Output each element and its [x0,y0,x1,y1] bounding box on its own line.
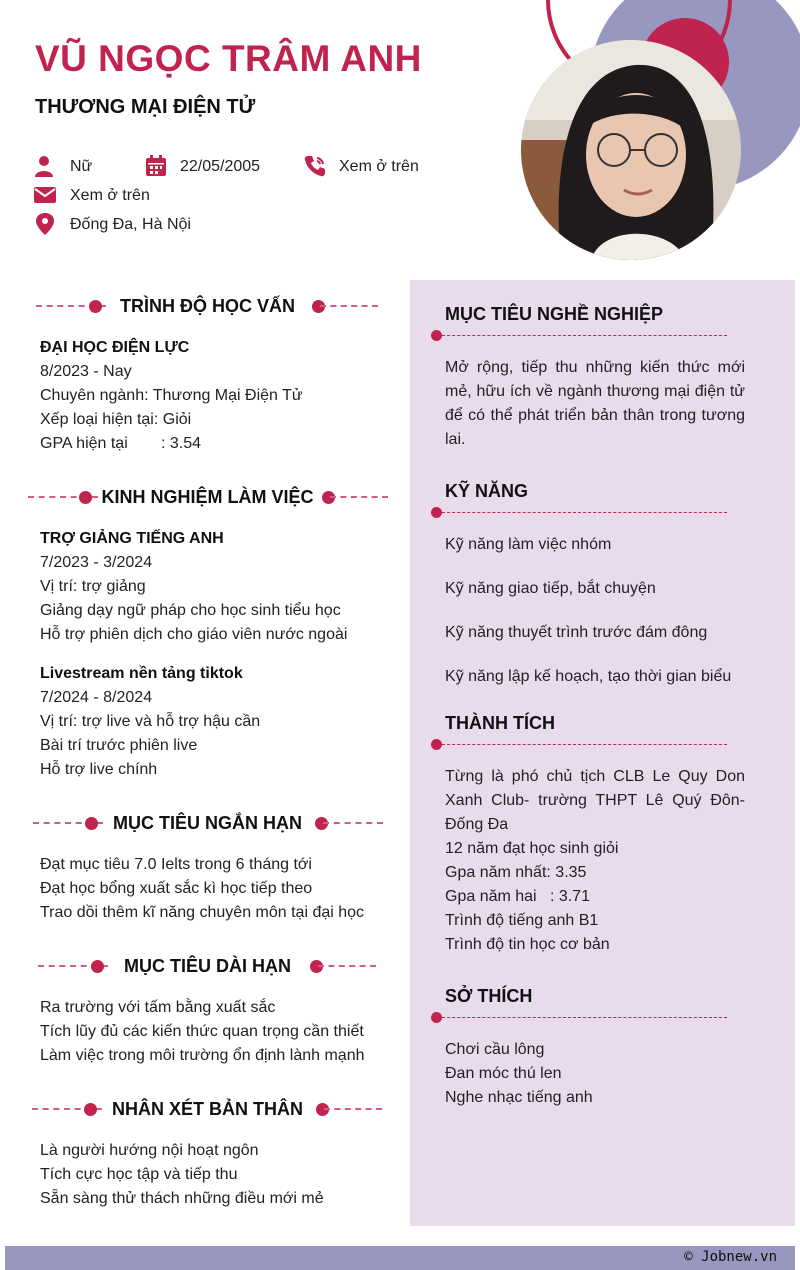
achievement-item: Từng là phó chủ tịch CLB Le Quy Don Xanh Club- trường THPT Lê Quý Đôn- Đống Đa [445,768,745,833]
divider-dot [431,507,442,518]
long-goals-title: MỤC TIÊU DÀI HẠN [124,956,291,976]
skill-item: Kỹ năng làm việc nhóm [445,536,612,553]
achievement-item: Trình độ tin học cơ bản [445,936,610,953]
education-rank: Xếp loại hiện tại: Giỏi [40,411,192,428]
job-line: Vị trí: trợ live và hỗ trợ hậu cần [40,713,261,730]
divider [432,744,727,745]
education-gpa [40,432,400,456]
divider [432,512,727,513]
gpa-value: : 3.54 [161,435,202,452]
job-line: Hỗ trợ live chính [40,761,158,778]
phone-value: Xem ở trên [339,158,419,175]
experience-title: KINH NGHIỆM LÀM VIỆC [101,487,314,507]
job-period: 7/2024 - 8/2024 [40,689,153,706]
goal-line: Đạt mục tiêu 7.0 Ielts trong 6 tháng tới [40,856,312,873]
hobbies-body [445,1038,745,1110]
experience-heading [20,485,395,509]
divider-dot [431,1012,442,1023]
goal-line: Trao dồi thêm kĩ năng chuyên môn tại đại học [40,904,365,921]
goal-line: Ra trường với tấm bằng xuất sắc [40,999,276,1016]
self-review-body [40,1139,400,1211]
hobby-item: Chơi cầu lông [445,1041,545,1058]
job-name: TRỢ GIẢNG TIẾNG ANH [40,530,224,547]
footer-bar [5,1246,795,1270]
self-review-title: NHÂN XÉT BẢN THÂN [112,1099,303,1119]
job-title: THƯƠNG MẠI ĐIỆN TỬ [35,96,256,118]
long-goals-body [40,996,400,1068]
email-value: Xem ở trên [70,187,150,204]
hobby-item: Đan móc thú len [445,1065,562,1082]
hobby-item: Nghe nhạc tiếng anh [445,1089,593,1106]
goal-line: Tích lũy đủ các kiến thức quan trọng cần thiết [40,1023,364,1040]
job-line: Hỗ trợ phiên dịch cho giáo viên nước ngoài [40,626,348,643]
job-line: Bài trí trước phiên live [40,737,198,754]
job-name: Livestream nền tảng tiktok [40,665,243,682]
divider-dot [431,330,442,341]
experience-body [40,527,400,782]
avatar [521,40,741,260]
achievement-item: Trình độ tiếng anh B1 [445,912,599,929]
job-line: Giảng dạy ngữ pháp cho học sinh tiểu học [40,602,341,619]
candidate-name: VŨ NGỌC TRÂM ANH [35,38,422,79]
achievement-item: Gpa năm hai : 3.71 [445,888,590,905]
goal-line: Làm việc trong môi trường ổn định lành mạnh [40,1047,365,1064]
skill-item: Kỹ năng thuyết trình trước đám đông [445,624,708,641]
review-line: Sẵn sàng thử thách những điều mới mẻ [40,1190,324,1207]
gpa-label: GPA hiện tại [40,435,128,452]
person-icon [33,155,55,177]
achievements-body [445,765,745,957]
achievements-title: THÀNH TÍCH [445,713,555,733]
footer-credit: © Jobnew.vn [684,1249,777,1265]
divider-dot [431,739,442,750]
job-period: 7/2023 - 3/2024 [40,554,153,571]
mail-icon [34,184,56,206]
divider [432,335,727,336]
education-major: Chuyên ngành: Thương Mại Điện Tử [40,387,303,404]
education-heading [20,294,395,318]
skill-item: Kỹ năng giao tiếp, bắt chuyện [445,580,656,597]
achievement-item: Gpa năm nhất: 3.35 [445,864,587,881]
career-goal-title: MỤC TIÊU NGHỀ NGHIỆP [445,304,664,324]
review-line: Là người hướng nội hoạt ngôn [40,1142,259,1159]
short-goals-title: MỤC TIÊU NGẮN HẠN [113,813,302,833]
achievement-item: 12 năm đạt học sinh giỏi [445,840,619,857]
long-goals-heading [20,954,395,978]
location-pin-icon [34,213,56,235]
education-body [40,336,400,456]
skills-title: KỸ NĂNG [445,481,529,501]
job-line: Vị trí: trợ giảng [40,578,146,595]
hobbies-title: SỞ THÍCH [445,986,533,1006]
career-goal-text: Mở rộng, tiếp thu những kiến thức mới mẻ, hữu ích về ngành thương mại điện tử để có thể phát triển bản thân trong tương lai. [445,359,745,448]
goal-line: Đạt học bổng xuất sắc kì học tiếp theo [40,880,313,897]
education-title: TRÌNH ĐỘ HỌC VẤN [120,296,295,316]
school-name: ĐẠI HỌC ĐIỆN LỰC [40,339,190,356]
divider [432,1017,727,1018]
short-goals-heading [20,811,395,835]
phone-icon [304,155,326,177]
short-goals-body [40,853,400,925]
education-period: 8/2023 - Nay [40,363,132,380]
address-value: Đống Đa, Hà Nội [70,216,191,233]
skill-item: Kỹ năng lập kế hoạch, tạo thời gian biểu [445,668,732,685]
review-line: Tích cực học tập và tiếp thu [40,1166,238,1183]
calendar-icon [145,155,167,177]
birthday-value: 22/05/2005 [180,158,261,175]
self-review-heading [20,1097,395,1121]
gender-value: Nữ [70,158,93,175]
